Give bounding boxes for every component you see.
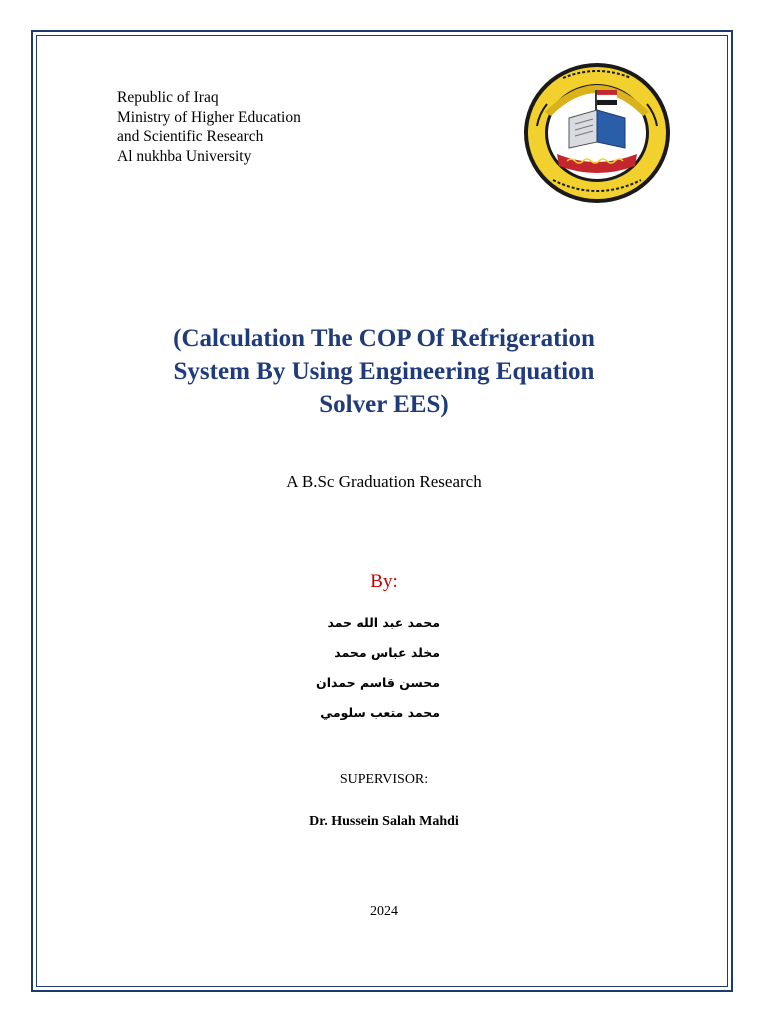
- research-title: [110, 322, 658, 421]
- supervisor-label: SUPERVISOR:: [339, 772, 429, 787]
- title-line-1: (Calculation The COP Of Refrigeration: [173, 325, 595, 352]
- author-name: محمد عبد الله حمد: [327, 615, 440, 630]
- supervisor-name: Dr. Hussein Salah Mahdi: [309, 814, 459, 829]
- author-name: مخلد عباس محمد: [334, 645, 440, 660]
- research-type: A B.Sc Graduation Research: [286, 472, 482, 491]
- year: 2024: [370, 904, 398, 919]
- institution-header: [117, 88, 301, 166]
- author-name: محسن قاسم حمدان: [316, 675, 440, 690]
- header-line-country: Republic of Iraq: [117, 89, 219, 106]
- header-line-university: Al nukhba University: [117, 147, 252, 165]
- header-line-research: and Scientific Research: [117, 128, 264, 145]
- author-name: محمد متعب سلومي: [320, 705, 440, 720]
- header-line-ministry: Ministry of Higher Education: [117, 108, 301, 126]
- author-list: [300, 612, 440, 732]
- title-line-3: Solver EES): [319, 391, 449, 418]
- university-seal-icon: [523, 62, 671, 204]
- by-label: By:: [370, 571, 398, 592]
- title-line-2: System By Using Engineering Equation: [173, 358, 595, 385]
